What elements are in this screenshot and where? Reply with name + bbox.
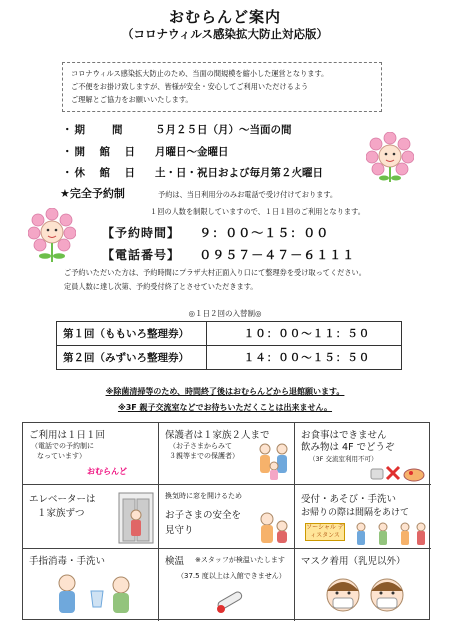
notice-line: コロナウィルス感染拡大防止のため、当面の間規模を縮小した運営となります。	[71, 69, 329, 78]
rule-cell-ventilation	[159, 485, 295, 549]
warning-line: ※3F 親子交流室などでお待ちいただくことは出来ません。	[117, 403, 333, 412]
schedule-table	[56, 321, 402, 370]
phone-number: ０９５７－４７－６１１１	[199, 248, 356, 262]
closed-days-value: 土・日・祝日および毎月第２火曜日	[155, 167, 323, 179]
rule-note: ※スタッフが検温いたします	[195, 556, 285, 564]
rule-cell-once-a-day	[23, 423, 159, 485]
elevator-icon	[117, 491, 155, 545]
reservation-note-2: １回の人数を制限していますので、１日１回のご利用となります。	[150, 207, 365, 216]
rule-cell-distance	[295, 485, 431, 549]
thermometer-icon	[209, 585, 249, 619]
reservation-label: ★完全予約制	[60, 187, 125, 200]
rule-line: 飲み物は 4F でどうぞ	[301, 442, 395, 453]
rule-line: 見守り	[165, 525, 194, 536]
masked-children-icon	[317, 573, 413, 617]
phone-label: 【電話番号】	[102, 248, 181, 262]
omuland-logo: おむらんど	[87, 467, 127, 476]
rule-sub: （3F 交流室利用不可）	[309, 455, 378, 463]
table-row	[57, 322, 402, 346]
session-name: 第２回（みずいろ整理券）	[57, 346, 207, 370]
table-row	[57, 346, 402, 370]
warning-line: ※除菌清掃等のため、時間終了後はおむらんどから退館願います。	[105, 387, 345, 396]
rule-title: 検温	[165, 556, 185, 567]
social-distance-sign: ソーシャル ディスタンス	[306, 524, 344, 539]
phone-row	[102, 246, 355, 263]
notice-box	[62, 62, 382, 112]
period-label: ・期 間	[62, 124, 125, 136]
rule-title: マスク着用（乳児以外）	[301, 556, 406, 567]
flower-mascot-icon	[366, 132, 414, 184]
period-value: ５月２５日（月）～当面の間	[155, 124, 292, 136]
rule-title: ご利用は１日１回	[29, 430, 106, 441]
rules-grid	[22, 422, 430, 620]
rule-cell-hand-wash	[23, 549, 159, 621]
rule-line: １家族ずつ	[37, 508, 85, 519]
ticket-instruction: ご予約いただいた方は、予約時間にプラザ大村正面入り口にて整理券を受け取ってください。	[64, 268, 366, 277]
capacity-note: 定員人数に達し次第、予約受付終了とさせていただきます。	[64, 282, 258, 291]
rule-title: 保護者は１家族２人まで	[165, 430, 270, 441]
session-time: １４：００～１５：５０	[207, 346, 402, 370]
rule-sub: （電話での予約制に	[31, 442, 94, 450]
reservation-time-value: ９：００～１５：００	[199, 226, 330, 240]
rule-cell-temperature	[159, 549, 295, 621]
rule-cell-no-food	[295, 423, 431, 485]
rule-sub: （お子さまからみて	[169, 442, 232, 450]
flower-mascot-icon	[28, 208, 76, 264]
rule-line: 受付・あそび・手洗い	[301, 494, 397, 505]
rule-sub: （37.5 度以上は入館できません）	[177, 572, 286, 580]
no-food-icon	[369, 463, 427, 483]
rule-title: お食事はできません	[301, 430, 387, 441]
session-time: １０：００～１１：５０	[207, 322, 402, 346]
rule-sub: 換気時に窓を開けるため	[165, 492, 242, 500]
rule-title: 手指消毒・手洗い	[29, 556, 106, 567]
open-days-label: ・開 館 日	[62, 146, 137, 158]
rule-cell-mask	[295, 549, 431, 621]
rule-line: お子さまの安全を	[165, 510, 242, 521]
rule-line: お帰りの際は間隔をあけて	[301, 508, 410, 518]
page-title: おむらんど案内	[168, 8, 281, 26]
notice-line: ご不便をお掛け致しますが、皆様が安全・安心してご利用いただけるよう	[71, 82, 309, 91]
rule-sub: ３親等までの保護者）	[169, 452, 239, 460]
open-days-value: 月曜日～金曜日	[155, 146, 229, 158]
rule-cell-guardians	[159, 423, 295, 485]
rule-sub: なっています）	[37, 452, 86, 460]
reservation-time-row	[102, 224, 329, 241]
reservation-time-label: 【予約時間】	[102, 226, 181, 240]
session-name: 第１回（ももいろ整理券）	[57, 322, 207, 346]
parent-child-icon	[255, 509, 293, 547]
family-icon	[255, 441, 293, 483]
rule-cell-elevator	[23, 485, 159, 549]
page-subtitle: （コロナウィルス感染拡大防止対応版）	[122, 27, 328, 41]
hand-wash-icon	[47, 571, 139, 617]
schedule-caption: ◎１日２回の入替制◎	[188, 309, 262, 318]
rule-line: エレベーターは	[29, 494, 96, 505]
closed-days-label: ・休 館 日	[62, 167, 137, 179]
people-distance-icon	[353, 521, 427, 547]
notice-line: ご理解とご協力をお願いいたします。	[71, 95, 193, 104]
reservation-note-1: 予約は、当日利用分のみお電話で受け付けております。	[158, 190, 338, 199]
